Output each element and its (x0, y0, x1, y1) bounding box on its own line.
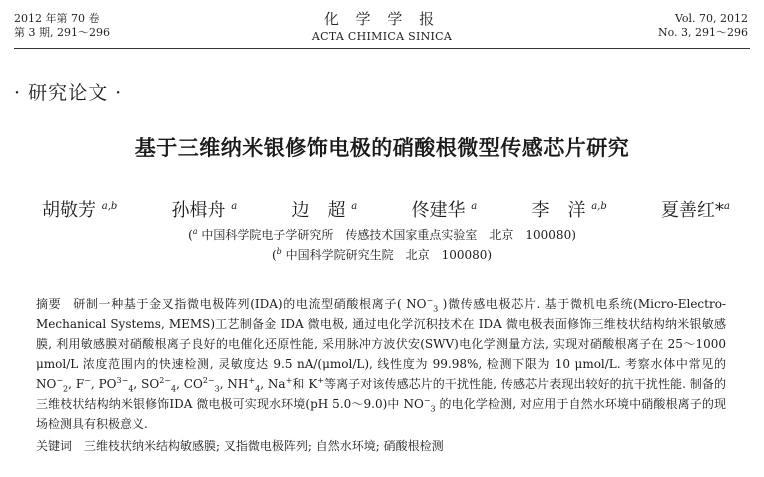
journal-title-en: ACTA CHIMICA SINICA (311, 30, 453, 43)
author: 孙楫舟 $^a$ (171, 200, 238, 221)
journal-volume-info (658, 12, 748, 40)
author-list (42, 196, 730, 222)
affiliation-b: ($^b$ 中国科学院研究生院 北京 100080) (271, 247, 493, 262)
author: 夏善红*$^a$ (661, 200, 730, 221)
keywords (36, 436, 726, 456)
journal-issue-pages: 第 3 期, 291～296 (14, 26, 110, 39)
author: 边 超 $^a$ (291, 200, 358, 221)
header-divider (14, 48, 750, 49)
paper-title: 基于三维纳米银修饰电极的硝酸根微型传感芯片研究 (134, 135, 630, 160)
abstract-label: 摘要 (36, 297, 62, 311)
journal-volume-year: Vol. 70, 2012 (674, 12, 748, 25)
abstract: 摘要 研制一种基于金叉指微电极阵列(IDA)的电流型硝酸根离子( $NO^-_3$ )微传感电极芯片. 基于微机电系统(Micro-Electro-Mechanical Systems, MEMS)工艺制备金 IDA 微电极, 通过电化学沉积技术在 IDA 微电极表面修饰三维枝状结构纳米银敏感膜, 利用敏感膜对硝酸根离子良好的电催化还原性能, 采用脉冲方波伏安(SWV)电化学测量方法, 实现对硝酸根离子在 25～1000 μmol/L 浓度范围内的快速检测, 灵敏度达 9.5 nA/(μmol/L), 线性度为 99.98%, 检测下限为 10 μmol/L. 考察水体中常见的 $NO^-_2$, F−, $PO^{3-}_4$, $SO^{2-}_4$, $CO^{2-}_3$, $NH^+_4$, Na+和 K+等离子对该传感芯片的干扰性能, 传感芯片表现出较好的抗干扰性能. 制备的三维枝状结构纳米银修饰IDA 微电极可实现水环境(pH 5.0～9.0)中 $NO^-_3$ 的电化学检测, 对应用于自然水环境中硝酸根离子的现场检测具有积极意义. (36, 296, 727, 431)
journal-year-volume: 2012 年第 70 卷 (14, 12, 100, 25)
keywords-text: 三维枝状纳米结构敏感膜; 叉指微电极阵列; 自然水环境; 硝酸根检测 (84, 439, 444, 453)
author: 李 洋 $^{a,b}$ (531, 200, 607, 221)
affiliation-a: ($^a$ 中国科学院电子学研究所 传感技术国家重点实验室 北京 100080) (188, 227, 576, 242)
journal-title (0, 10, 764, 44)
journal-title-cn: 化 学 学 报 (323, 10, 441, 28)
section-label: · 研究论文 · (14, 82, 123, 104)
author: 佟建华 $^a$ (411, 200, 478, 221)
keywords-label: 关键词 (36, 439, 73, 453)
journal-number-pages: No. 3, 291～296 (657, 26, 748, 39)
author: 胡敬芳 $^{a,b}$ (42, 200, 118, 221)
